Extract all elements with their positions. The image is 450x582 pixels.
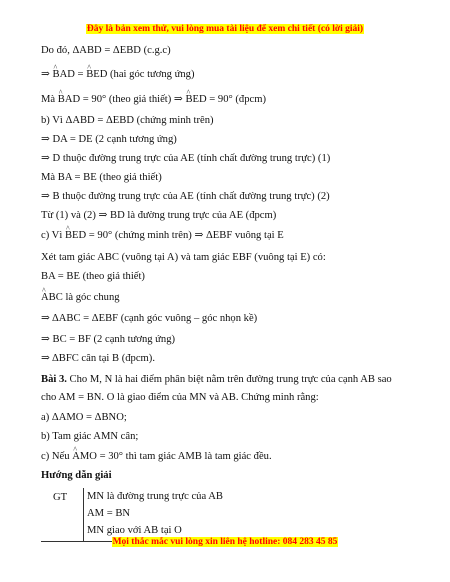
- text-line-3: Mà ^ BAD = 90° (theo giả thiết) ⇒ ^ BED = 90° (đpcm): [41, 93, 266, 106]
- text-line-11: Xét tam giác ABC (vuông tại A) và tam giác EBF (vuông tại E) có:: [41, 252, 326, 263]
- angle-bed: ^ BED: [185, 93, 206, 106]
- given-label: GT: [53, 492, 68, 503]
- exercise-3-part-a: a) ΔAMO = ΔBNO;: [41, 412, 127, 423]
- text-line-6: ⇒ D thuộc đường trung trực của AE (tính chất đường trung trực) (1): [41, 153, 331, 164]
- hotline-banner: [0, 537, 450, 547]
- angle-amo: ^ AMO: [72, 450, 97, 463]
- exercise-3-line-2: cho AM = BN. O là giao điểm của MN và AB. Chứng minh rằng:: [41, 392, 319, 403]
- given-row-3: MN giao với AB tại O: [87, 525, 182, 536]
- text-line-13: ^ ABC là góc chung: [41, 291, 120, 304]
- table-divider-vertical: [83, 488, 84, 541]
- angle-bed: ^ BED: [65, 229, 86, 242]
- text-line-14: ⇒ ΔABC = ΔEBF (cạnh góc vuông – góc nhọn kề): [41, 313, 258, 324]
- text-line-10: c) Vì ^ BED = 90° (chứng minh trên) ⇒ ΔEBF vuông tại E: [41, 229, 284, 242]
- preview-notice-banner: [0, 24, 450, 34]
- exercise-3-part-b: b) Tam giác AMN cân;: [41, 431, 139, 442]
- angle-abc: ^ ABC: [41, 291, 63, 304]
- angle-bad: ^ BAD: [58, 93, 80, 106]
- text-line-8: ⇒ B thuộc đường trung trực của AE (tính chất đường trung trực) (2): [41, 191, 330, 202]
- solution-heading: Hướng dẫn giải: [41, 470, 112, 481]
- given-row-2: AM = BN: [87, 508, 131, 519]
- hotline-text: Mọi thắc mắc vui lòng xin liên hệ hotline: 084 283 45 85: [112, 537, 338, 547]
- text-line-16: ⇒ ΔBFC cân tại B (đpcm).: [41, 353, 155, 364]
- given-table: [41, 488, 238, 541]
- text-line-4: b) Vì ΔABD = ΔEBD (chứng minh trên): [41, 115, 214, 126]
- angle-bed: ^ BED: [86, 68, 107, 81]
- angle-bad: ^ BAD: [53, 68, 75, 81]
- text-line-7: Mà BA = BE (theo giả thiết): [41, 172, 162, 183]
- exercise-3-heading: Bài 3. Cho M, N là hai điểm phân biệt nằm trên đường trung trực của cạnh AB sao: [41, 374, 392, 385]
- exercise-3-part-c: c) Nếu ^ AMO = 30° thì tam giác AMB là tam giác đều.: [41, 450, 272, 463]
- text-line-2: ⇒ ^ BAD = ^ BED (hai góc tương ứng): [41, 68, 194, 81]
- text-line-12: BA = BE (theo giả thiết): [41, 271, 145, 282]
- text-line-1: Do đó, ΔABD = ΔEBD (c.g.c): [41, 45, 171, 56]
- text-line-9: Từ (1) và (2) ⇒ BD là đường trung trực của AE (đpcm): [41, 210, 277, 221]
- given-row-1: MN là đường trung trực của AB: [87, 491, 223, 502]
- text-line-5: ⇒ DA = DE (2 cạnh tương ứng): [41, 134, 177, 145]
- text-line-15: ⇒ BC = BF (2 cạnh tương ứng): [41, 334, 176, 345]
- preview-notice-text: Đây là bản xem thử, vui lòng mua tài liệu để xem chi tiết (có lời giải): [86, 24, 364, 34]
